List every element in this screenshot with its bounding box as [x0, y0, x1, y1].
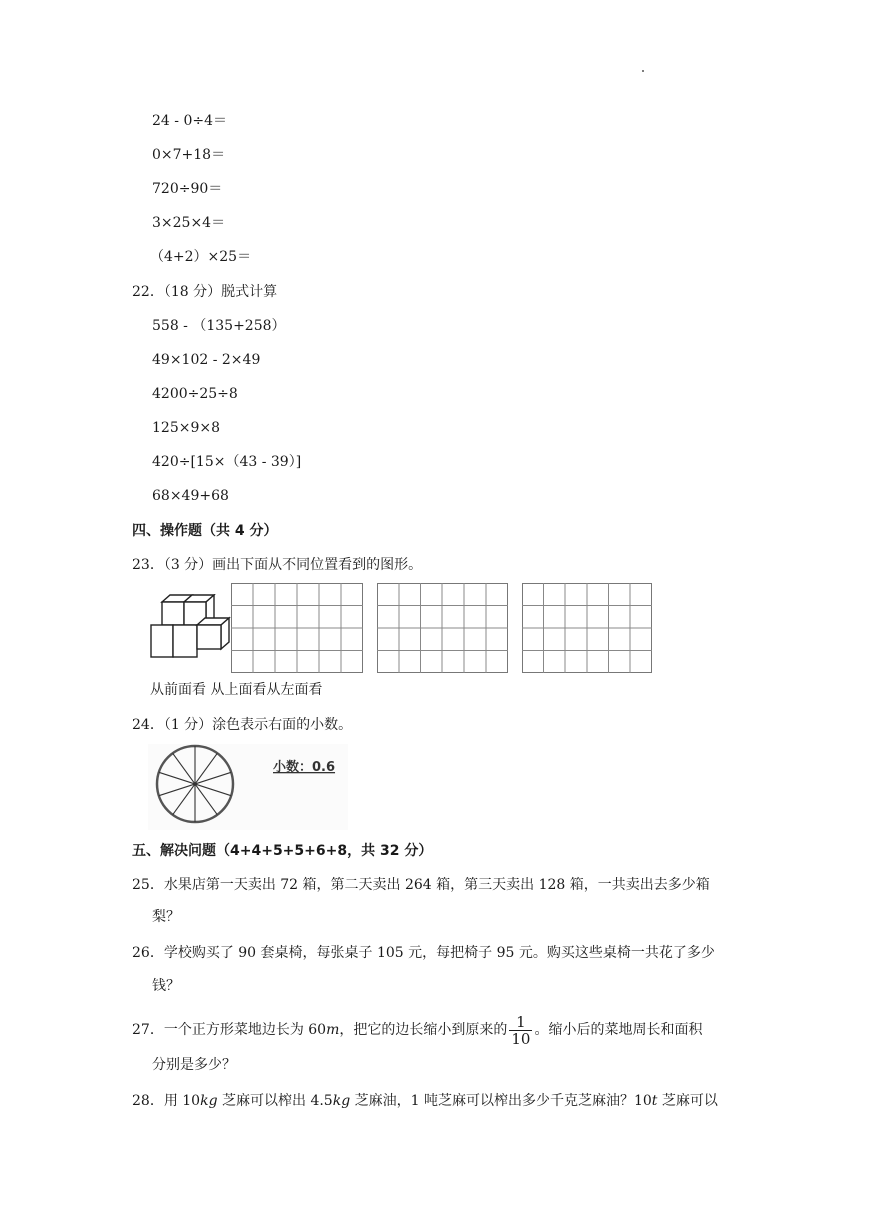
section-4-title: 四、操作题（共 4 分）: [132, 523, 278, 539]
q22-item-3: 4200÷25÷8: [152, 386, 238, 402]
q27-text-a: 27．一个正方形菜地边长为 60: [132, 1022, 327, 1038]
calc-line-5: （4+2）×25＝: [150, 249, 252, 265]
q23-views-caption: 从前面看 从上面看从左面看: [150, 682, 323, 698]
q24-header: 24．（1 分）涂色表示右面的小数。: [132, 717, 353, 733]
calc-line-1: 24 - 0÷4＝: [152, 113, 227, 129]
q28-text-c: 芝麻油，1 吨芝麻可以榨出多少千克芝麻油？10: [350, 1093, 652, 1109]
grid-left-view: [522, 583, 652, 673]
fraction-numerator: 1: [509, 1014, 532, 1031]
calc-line-3: 720÷90＝: [152, 181, 223, 197]
q28-text-d: 芝麻可以: [657, 1093, 718, 1109]
q28-unit-kg-2: kg: [332, 1093, 351, 1109]
q22-header: 22．（18 分）脱式计算: [132, 284, 278, 300]
cube-stack-figure: [148, 594, 234, 660]
calc-line-4: 3×25×4＝: [152, 215, 226, 231]
q28-unit-t: t: [651, 1093, 658, 1109]
circle-ten-sectors-figure: [148, 744, 348, 830]
q25-line-1: 25．水果店第一天卖出 72 箱，第二天卖出 264 箱，第三天卖出 128 箱，一共卖出去多少箱: [132, 877, 710, 893]
section-5-title: 五、解决问题（4+4+5+5+6+8，共 32 分）: [132, 843, 433, 859]
q23-header: 23．（3 分）画出下面从不同位置看到的图形。: [132, 557, 423, 573]
calc-line-2: 0×7+18＝: [152, 147, 226, 163]
q28-text-b: 芝麻可以榨出 4.5: [217, 1093, 333, 1109]
q27-line-2: 分别是多少？: [152, 1057, 236, 1073]
fraction-one-tenth: [509, 1014, 532, 1047]
q27-text-c: 。缩小后的菜地周长和面积: [534, 1022, 703, 1038]
q28-line-1: [132, 1091, 718, 1111]
q28-text-a: 28．用 10: [132, 1093, 201, 1109]
q27-line-1: [132, 1010, 702, 1050]
q25-line-2: 梨？: [152, 909, 180, 925]
q22-item-6: 68×49+68: [152, 488, 229, 504]
q22-item-1: 558 - （135+258）: [152, 318, 286, 334]
q22-item-5: 420÷[15×（43 - 39）]: [152, 454, 302, 470]
q27-text-b: ，把它的边长缩小到原来的: [339, 1022, 508, 1038]
page-dot: [642, 70, 644, 72]
decimal-label: 小数：0.6: [273, 760, 336, 775]
grid-top-view: [377, 583, 508, 673]
q26-line-2: 钱？: [152, 978, 180, 994]
q28-unit-kg-1: kg: [200, 1093, 218, 1109]
q26-line-1: 26．学校购买了 90 套桌椅，每张桌子 105 元，每把椅子 95 元。购买这些桌椅一共花了多少: [132, 945, 715, 961]
q22-item-2: 49×102 - 2×49: [152, 352, 261, 368]
q22-item-4: 125×9×8: [152, 420, 220, 436]
q27-unit-m: m: [326, 1022, 340, 1038]
fraction-denominator: 10: [511, 1029, 531, 1048]
grid-front-view: [231, 583, 363, 673]
